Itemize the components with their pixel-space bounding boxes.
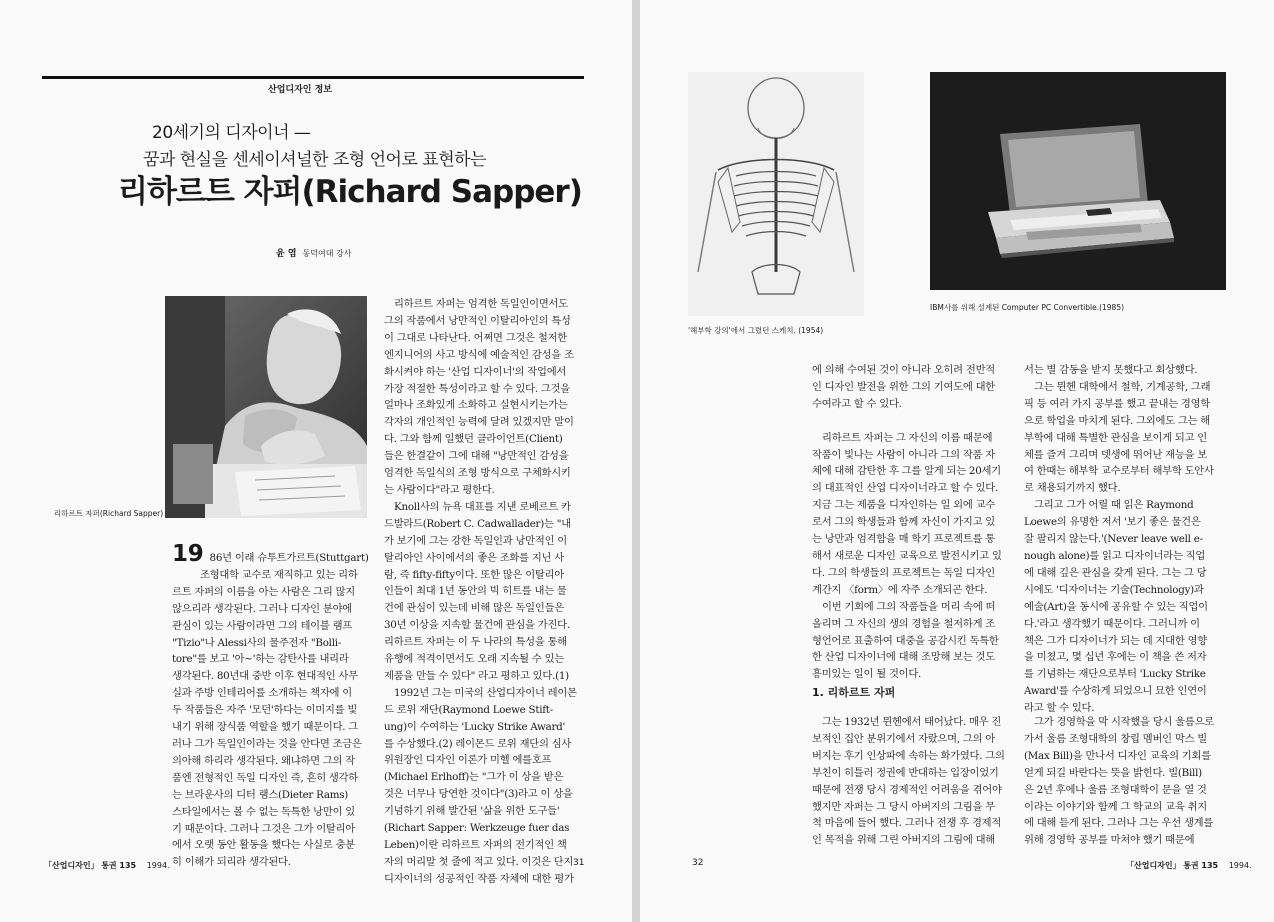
paragraph-line: (Richart Sapper: Werkzeuge fuer das (384, 822, 570, 835)
computer-caption: IBM사를 위해 설계된 Computer PC Convertible.(1985) (930, 303, 1125, 312)
author-line (276, 246, 351, 259)
title-line-1: 20세기의 디자이너 — (152, 123, 311, 143)
right-column-2-continued (1024, 714, 1214, 849)
paragraph-line: 는 사람이다"라고 평한다. (384, 483, 495, 496)
footer-issue: 통권 135 (101, 861, 137, 870)
section-heading: 1. 리하르트 자퍼 (812, 686, 896, 699)
paragraph-line: 인 목적을 위해 그린 아버지의 그림에 대해 (812, 834, 995, 847)
paragraph-line: 않으리라 생각된다. 그러나 디자인 분야에 (172, 602, 352, 615)
paragraph-line: 는 브라운사의 디터 램스(Dieter Rams) (172, 788, 349, 801)
paragraph-line: 서는 별 감동을 받지 못했다고 회상했다. (1024, 364, 1198, 376)
paragraph-line: 인들이 최대 1년 동안의 빅 히트를 내는 물 (384, 585, 567, 598)
footer-magazine: 「산업디자인」 (1126, 861, 1181, 870)
paragraph-line: 30년 이상을 지속할 물건에 관심을 가진다. (384, 619, 570, 632)
paragraph-line: 흥미있는 일이 될 것이다. (812, 668, 922, 681)
paragraph-line: 리하르트 자퍼는 그 자신의 이름 때문에 (822, 431, 993, 444)
paragraph-line: 디자이너의 성공적인 작품 자체에 대한 평가 (384, 872, 574, 885)
paragraph-line: 리하르트 자퍼는 이 두 나라의 특성을 통해 (384, 636, 567, 649)
paragraph-line: 보적인 집안 분위기에서 자랐으며, 그의 아 (812, 732, 995, 745)
paragraph-line: 지금 그는 제품을 디자인하는 일 외에 교수 (812, 499, 995, 512)
paragraph-line: 그리고 그가 어릴 때 읽은 Raymond (1034, 499, 1194, 512)
paragraph-line: 드 로위 재단(Raymond Loewe Stift- (384, 703, 553, 716)
computer-illustration (930, 72, 1226, 290)
paragraph-line: 것은 너무나 당연한 것이다"(3)라고 이 상을 (384, 788, 573, 801)
skeleton-illustration (688, 72, 864, 316)
paragraph-line: 를 기념하는 재단으로부터 'Lucky Strike (1024, 668, 1206, 681)
paragraph-line: 는 낭만과 엄격함을 매 학기 프로젝트를 통 (812, 533, 995, 546)
paragraph-line: 척 마음에 들어 했다. 그러나 전쟁 후 경제적 (812, 817, 1002, 830)
paragraph-line: 한 산업 디자이너에 대해 조망해 보는 것도 (812, 651, 995, 664)
paragraph-line: 예술(Art)을 동시에 공유할 수 있는 직업이 (1024, 600, 1208, 613)
paragraph-line: 책은 그가 디자이너가 되는 데 지대한 영향 (1024, 634, 1207, 647)
paragraph-line: 스타일에서는 볼 수 없는 독특한 낭만이 있 (172, 805, 355, 818)
paragraph-line: 해서 새로운 디자인 교육으로 발전시키고 있 (812, 549, 1002, 562)
paragraph-line: 은 2년 후에나 울름 조형대학이 문을 열 것 (1024, 783, 1207, 796)
paragraph-line: 가장 적절한 특성이라고 할 수 있다. 그것을 (384, 382, 571, 395)
paragraph-line: 의 대표적인 산업 디자이너라고 할 수 있다. (812, 482, 999, 495)
paragraph-line: (Max Bill)을 만나서 디자인 교육의 기회를 (1024, 749, 1211, 762)
paragraph-line: 를 수상했다.(2) 레이몬드 로위 재단의 심사 (384, 737, 572, 750)
paragraph-line: 들은 한결같이 그에 대해 "낭만적인 감성을 (384, 450, 569, 463)
paragraph-line: 건에 관심이 있는데 비해 많은 독일인들은 (384, 602, 564, 615)
paragraph-line: 계간지 〈form〉에 자주 소개되곤 한다. (812, 583, 988, 596)
paragraph-line: 버지는 후기 인상파에 속하는 화가였다. 그의 (812, 749, 1005, 762)
section-label: 산업디자인 정보 (268, 85, 332, 95)
paragraph-line: 을 미쳤고, 몇 십년 후에는 이 책을 쓴 저자 (1024, 651, 1207, 664)
paragraph-line: 가 보기에 그는 강한 독일인과 낭만적인 이 (384, 534, 567, 547)
paragraph-line: 다. 그의 학생들의 프로젝트는 독일 디자인 (812, 566, 995, 579)
paragraph-line: Award'를 수상하게 되었으니 묘한 인연이 (1024, 685, 1207, 698)
skeleton-caption: '해부학 강의'에서 그렸던 스케치. (1954) (688, 326, 824, 335)
paragraph-line: 히 이해가 되리라 생각된다. (172, 856, 291, 869)
paragraph-line: 각자의 개인적인 능력에 달려 있겠지만 말이 (384, 416, 574, 429)
author-affiliation: 동덕여대 강사 (302, 249, 352, 258)
paragraph-line: "Tizio"나 Alessi사의 물주전자 "Bolli- (172, 636, 342, 649)
paragraph-line: 픽 등 여러 가지 공부를 했고 끝내는 경영학 (1024, 397, 1211, 410)
paragraph-line: nough alone)를 읽고 디자이너라는 직업 (1024, 549, 1206, 562)
paragraph-line: 작품이 빛나는 사람이 아니라 그의 작품 자 (812, 448, 995, 461)
paragraph-line: 내기 위해 장식품 역할을 했기 때문이다. 그 (172, 721, 359, 734)
footer-issue: 통권 135 (1183, 861, 1219, 870)
paragraph-line (812, 413, 1002, 430)
page-number: 31 (573, 858, 585, 868)
paragraph-line: 이번 기회에 그의 작품들을 머리 속에 떠 (822, 600, 996, 613)
left-column-2 (384, 296, 577, 888)
paragraph-line: 에 대해 깊은 관심을 갖게 된다. 그는 그 당 (1024, 566, 1207, 579)
paragraph-line: 인 디자인 발전을 위한 그의 기여도에 대한 (812, 380, 995, 393)
left-footer (44, 860, 170, 871)
right-column-2 (1024, 362, 1214, 717)
paragraph-line: 제품을 만들 수 있다" 라고 평하고 있다.(1) (384, 669, 569, 682)
paragraph-line: 부친이 히틀러 정권에 반대하는 입장이었기 (812, 766, 999, 779)
paragraph-line: 그의 작품에서 낭만적인 이탈리아인의 특성 (384, 314, 571, 327)
footer-year: 1994. (1228, 861, 1252, 870)
paragraph-line: 기념하기 위해 발간된 '삶을 위한 도구들' (384, 805, 560, 818)
paragraph-line: 그가 경영학을 막 시작했을 당시 울름으로 (1034, 716, 1214, 728)
paragraph-line: 19 86년 이래 슈투트가르트(Stuttgart) (172, 541, 369, 567)
paragraph-line: 부학에 대해 특별한 관심을 보이게 되고 인 (1024, 431, 1207, 444)
title-line-2: 꿈과 현실을 센세이셔널한 조형 언어로 표현하는 (143, 150, 486, 170)
paragraph-line: 위원장인 디자인 이론가 미헬 에를호프 (384, 754, 552, 767)
paragraph-line: 화시켜야 하는 '산업 디자이너'의 작업에서 (384, 365, 567, 378)
footer-year: 1994. (146, 861, 170, 870)
skeleton-sketch (688, 72, 864, 316)
paragraph-line: 얻게 되길 바란다는 뜻을 밝힌다. 빌(Bill) (1024, 766, 1202, 779)
paragraph-line: 체를 즐겨 그리며 뎃생에 뛰어난 재능을 보 (1024, 448, 1207, 461)
portrait-caption: 리하르트 자퍼(Richard Sapper) (54, 509, 164, 518)
paragraph-line: Leben)이란 리하르트 자퍼의 전기적인 책 (384, 839, 567, 851)
right-footer (1126, 860, 1252, 871)
paragraph-line: 으로 학업을 마치게 된다. 그외에도 그는 해 (1024, 414, 1211, 427)
paragraph-line: 조형대학 교수로 재직하고 있는 리하 (200, 568, 358, 581)
paragraph-line: 기 때문이다. 그러나 그것은 그가 이탈리아 (172, 822, 355, 835)
paragraph-line: 람, 즉 fifty-fifty이다. 또한 많은 이탈리아 (384, 568, 564, 581)
footer-magazine: 「산업디자인」 (44, 861, 99, 870)
paragraph-line: 로서 그의 학생들과 함께 자신이 가지고 있 (812, 516, 995, 529)
paragraph-line: Loewe의 유명한 저서 '보기 좋은 물건은 (1024, 516, 1201, 529)
paragraph-line: 엄격한 독일식의 조형 방식으로 구체화시키 (384, 467, 571, 480)
paragraph-line: 르트 자퍼의 이름을 아는 사람은 그리 많지 (172, 585, 355, 598)
paragraph-line: 탈리아인 사이에서의 좋은 조화를 지닌 사 (384, 551, 564, 564)
paragraph-line: 로 채용되기까지 했다. (1024, 482, 1121, 495)
paragraph-line: 실과 주방 인테리어를 소개하는 책자에 이 (172, 687, 352, 700)
paragraph-line: 유행에 적격이면서도 오래 지속될 수 있는 (384, 653, 564, 666)
paragraph-line: ung)이 수여하는 'Lucky Strike Award' (384, 720, 566, 733)
paragraph-line: 올리며 그 자신의 생의 경험을 철저하게 조 (812, 617, 995, 630)
paragraph-line: 의아해 하리라 생각된다. 왜냐하면 그의 작 (172, 754, 355, 767)
paragraph-line: 라고 할 수 있다. (1024, 702, 1095, 715)
paragraph-line: 때문에 전쟁 당시 경제적인 어려움을 겪어야 (812, 783, 1002, 796)
paragraph-line: 여 한때는 해부학 교수로부터 해부학 도안사 (1024, 465, 1214, 478)
paragraph-line: 자의 머리말 첫 줄에 적고 있다. 이것은 단지 (384, 855, 574, 868)
paragraph-line: Knoll사의 뉴욕 대표를 지낸 로베르트 카 (394, 500, 571, 513)
paragraph-line: 그는 1932년 뮌헨에서 태어났다. 매우 진 (822, 716, 1002, 728)
page-title: 리하르트 자퍼(Richard Sapper) (118, 174, 582, 210)
left-column-1 (172, 541, 369, 871)
paragraph-line: 잘 팔리지 않는다.'(Never leave well e- (1024, 533, 1203, 546)
page-number: 32 (692, 858, 704, 868)
right-column-1 (812, 362, 1002, 683)
paragraph-line: 1992년 그는 미국의 산업디자이너 레이몬 (394, 686, 577, 699)
drop-cap: 19 (172, 541, 204, 567)
paragraph-line: 다.'라고 생각했기 때문이다. 그러니까 이 (1024, 617, 1200, 630)
computer-photo (930, 72, 1226, 290)
paragraph-line: 했지만 자퍼는 그 당시 아버지의 그림을 무 (812, 800, 995, 813)
paragraph-line: 형언어로 표출하여 대중을 공감시킨 독특한 (812, 634, 999, 647)
right-page (640, 0, 1274, 922)
page-gutter (632, 0, 640, 922)
right-column-1-continued (812, 714, 1005, 849)
paragraph-line: 수여라고 할 수 있다. (812, 397, 902, 410)
paragraph-line: 러나 그가 독일인이라는 것을 안다면 조금은 (172, 737, 362, 750)
paragraph-line: (Michael Erlhoff)는 "그가 이 상을 받은 (384, 771, 564, 784)
paragraph-line: 드발라드(Robert C. Cadwallader)는 "내 (384, 517, 571, 530)
author-name: 윤 염 (276, 249, 297, 259)
paragraph-line: tore"를 보고 '아~'하는 감탄사를 내리라 (172, 653, 349, 666)
paragraph-line: 시에도 '디자이너는 기술(Technology)과 (1024, 583, 1204, 596)
paragraph-line: 그는 뮌헨 대학에서 철학, 기계공학, 그래 (1034, 380, 1211, 393)
paragraph-line: 에 의해 수여된 것이 아니라 오히려 전반적 (812, 364, 995, 376)
paragraph-line: 관심이 있는 사람이라면 그의 테이블 램프 (172, 619, 352, 632)
paragraph-line: 리하르트 자퍼는 엄격한 독일인이면서도 (394, 298, 568, 310)
paragraph-line: 이라는 이야기와 함께 그 학교의 교육 취지 (1024, 800, 1207, 813)
left-page (0, 0, 632, 922)
paragraph-line: 이 그대로 나타난다. 어쩌면 그것은 철저한 (384, 331, 567, 344)
paragraph-line: 가서 울름 조형대학의 창립 멤버인 막스 빌 (1024, 732, 1207, 745)
paragraph-line: 에 대해 듣게 된다. 그러나 그는 우선 생계를 (1024, 817, 1214, 830)
paragraph-line: 생각된다. 80년대 중반 이후 현대적인 사무 (172, 670, 358, 683)
portrait-photo (165, 296, 367, 518)
paragraph-line: 체에 대해 감탄한 후 그를 알게 되는 20세기 (812, 465, 1001, 478)
paragraph-line: 두 작품들은 자주 '모던'하다는 이미지를 빛 (172, 704, 358, 717)
paragraph-line: 위해 경영학 공부를 마쳐야 했기 때문에 (1024, 834, 1195, 847)
paragraph-line: 엔지니어의 사고 방식에 예술적인 감성을 조 (384, 348, 574, 361)
portrait-illustration (165, 296, 367, 518)
paragraph-line: 다. 그와 함께 일했던 클라이언트(Client) (384, 433, 563, 446)
paragraph-line: 품엔 전형적인 독일 디자인 즉, 흔히 생각하 (172, 771, 359, 784)
header-rule (42, 76, 584, 79)
paragraph-line: 얼마나 조화있게 소화하고 실현시키는가는 (384, 399, 568, 412)
paragraph-line: 에서 오랫 동안 활동을 했다는 사실로 충분 (172, 839, 355, 852)
